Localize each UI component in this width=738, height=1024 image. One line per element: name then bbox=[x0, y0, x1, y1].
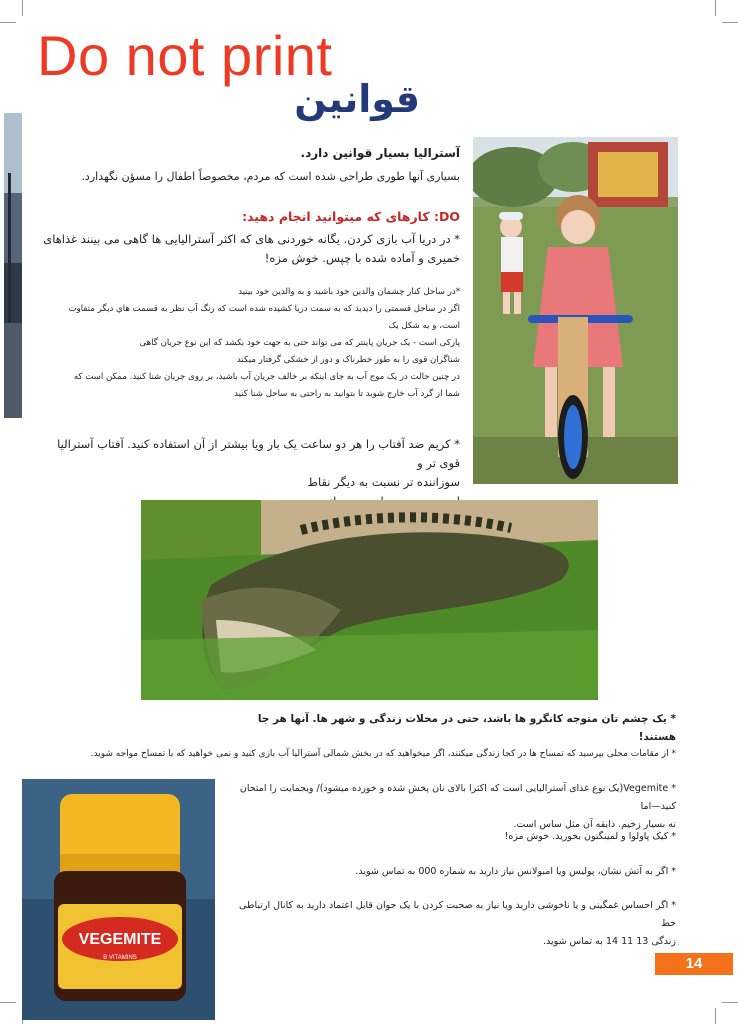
vegemite-line: * Vegemite(یک نوع غذای آسترالیایی است که اکثرا بالای نان پخش شده و خورده میشود)/ ویجمایت را امتحان کنید—اما bbox=[239, 783, 676, 812]
rip-line: اگر در ساحل قسمتی را دیدید که به سمت دریا کشیده شده است که رنگ آب نظر به قسمت هاي ديگر متفاوت bbox=[68, 304, 460, 314]
crop-mark-bottom-right-h bbox=[722, 1002, 738, 1003]
crocodile-bullet: * از مقامات محلی بپرسید که تمساح ها در کجا زندگی میکنند، اگر میخواهید که در بخش شمالی آسترالیا آب بازی کنید و نمی خواهید که با تمساح مواجه شوید. bbox=[90, 749, 676, 759]
lifeline-bullet bbox=[226, 897, 676, 951]
lifeline-line: * اگر احساس غمگینی و یا ناخوشی دارید ویا نیاز به صحبت کردن با یک جوان قابل اعتماد دارید به کانال ارتباطی خط bbox=[239, 900, 676, 929]
left-edge-photo bbox=[4, 113, 22, 418]
rip-line: شناگران قوی را به طور خطرناک و دور از خشکی گرفتار میکند bbox=[236, 355, 460, 365]
crop-mark-top-right bbox=[715, 0, 716, 16]
rip-line: در چنین حالت در یک موج آب به جای اینکه بر خالف جریان آب باشید، بر روی جریان شنا کنید. ممکن است که bbox=[73, 372, 460, 382]
vegemite-line: نه بسیار زخیم. ذایقه آن مثل ساس است. bbox=[513, 819, 676, 830]
page-title: قوانین bbox=[294, 77, 420, 121]
crop-mark-bottom-left-h bbox=[0, 1002, 16, 1003]
crop-mark-top-right-h bbox=[722, 22, 738, 23]
rip-line: شما از گرد آب خارج شوید تا بتوانید به راحتی به ساحل شنا کنید bbox=[234, 389, 460, 399]
rip-line: *در ساحل کنار چشمان والدین خود باشید و به والدین خود بینید bbox=[238, 287, 460, 297]
vegemite-bullet bbox=[226, 780, 676, 834]
lifeline-line: زندگی 13 11 14 به تماس شوید. bbox=[543, 936, 676, 947]
jar-label: VEGEMITE bbox=[78, 931, 162, 948]
rip-line: است، و به شکل یک bbox=[388, 321, 460, 331]
rip-current-paragraph bbox=[40, 284, 460, 403]
crop-mark-bottom-right bbox=[715, 1008, 716, 1024]
sun-line: سوزاننده تر نسبت به دیگر نقاط bbox=[307, 475, 460, 489]
beach-paragraph: * در دریا آب بازی کردن. یگانه خوردنی های که اکثر آسترالیایی ها گاهی می بینند غذاهای خمیری و آماده شده با چپس. خوش مزه! bbox=[43, 232, 460, 265]
kangaroo-bullet: * یک چشم تان متوجه کانگرو ها باشد، حتی در محلات زندگی و شهر ها. آنها هر جا هستند! bbox=[257, 713, 676, 743]
do-not-print-stamp: Do not print bbox=[37, 24, 333, 87]
jar-sublabel: B VITAMINS bbox=[103, 955, 137, 961]
crocodile-photo bbox=[141, 500, 598, 700]
emergency-bullet: * اگر به آتش نشان، پولیس ویا امبولانس نیاز دارید به شماره 000 به تماس شوید. bbox=[355, 866, 676, 877]
rip-line: پارکی است - یک جریان پاینتر که می تواند حتی به جهت خود بکشد که این نوع جریان گاهی bbox=[139, 338, 460, 348]
page-number-badge: 14 bbox=[655, 953, 733, 975]
crop-mark-top-left bbox=[22, 0, 23, 16]
intro-heading: آسترالیا بسیار قوانین دارد. bbox=[300, 146, 460, 160]
do-heading: DO: کارهای که میتوانید انجام دهید: bbox=[242, 209, 460, 224]
intro-subtext: بسیاری آنها طوری طراحی شده است که مردم، مخصوصاً اطفال را مسؤن نگهدارد. bbox=[81, 170, 460, 183]
crop-mark-top-left-h bbox=[0, 22, 16, 23]
sun-line: * کریم ضد آفتاب را هر دو ساعت یک بار ویا بیشتر از آن استفاده کنید. آفتاب آسترالیا قوی تر و bbox=[57, 437, 460, 470]
vegemite-jar-photo bbox=[22, 779, 215, 1020]
pavlova-bullet: * کیک پاولوا و لمینگتون بخورید. خوش مزه! bbox=[504, 831, 676, 842]
children-playground-photo bbox=[473, 137, 678, 484]
